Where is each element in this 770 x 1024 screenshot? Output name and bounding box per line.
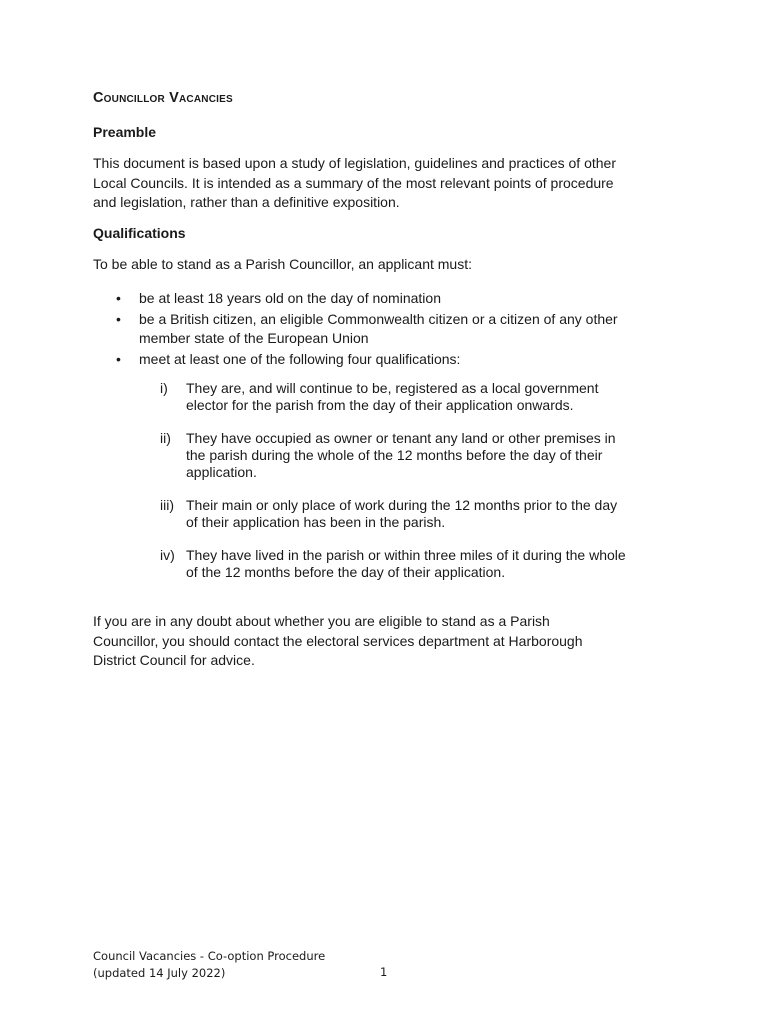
- page-footer: [93, 948, 403, 982]
- preamble-paragraph: [93, 154, 693, 213]
- bullet-icon: •: [116, 350, 121, 367]
- subitem-number: iv): [160, 547, 175, 563]
- qualifications-intro: To be able to stand as a Parish Councillor, an applicant must:: [93, 256, 472, 272]
- bullet-item: • be at least 18 years old on the day of nomination: [93, 289, 693, 309]
- footer-updated-date: (updated 14 July 2022): [93, 966, 226, 980]
- preamble-heading: Preamble: [93, 124, 157, 140]
- page-number: 1: [380, 965, 388, 979]
- closing-paragraph: If you are in any doubt about whether you are eligible to stand as a Parish Councillor, you should contact the electoral services department at Harborough District Council for advice.: [93, 613, 583, 668]
- subitem-number: iii): [160, 497, 174, 513]
- bullet-icon: •: [116, 290, 121, 306]
- subitem: iii) Their main or only place of work during the 12 months prior to the day of their application has been in the parish.: [160, 497, 618, 530]
- bullet-item: • be a British citizen, an eligible Commonwealth citizen or a citizen of any other member state of the European Union: [116, 310, 618, 346]
- bullet-icon: •: [116, 310, 121, 327]
- preamble-line: and legislation, rather than a definitive exposition.: [93, 194, 400, 210]
- preamble-line: Local Councils. It is intended as a summary of the most relevant points of procedure: [93, 174, 614, 191]
- document-title: Councillor Vacancies: [93, 90, 233, 106]
- subitem-number: ii): [160, 430, 171, 446]
- footer-title: Council Vacancies - Co-option Procedure: [93, 949, 326, 963]
- preamble-line: This document is based upon a study of legislation, guidelines and practices of other: [93, 155, 616, 171]
- subitem: i) They are, and will continue to be, registered as a local government elector for the parish from the day of their application onwards.: [160, 380, 599, 413]
- subitem: iv) They have lived in the parish or within three miles of it during the whole of the 12 months before the day of their application.: [160, 547, 626, 580]
- qualifications-heading: Qualifications: [93, 225, 186, 241]
- qualification-bullet-list: [93, 289, 693, 370]
- subitem-number: i): [160, 380, 168, 396]
- subitem: ii) They have occupied as owner or tenant any land or other premises in the parish during the whole of the 12 months before the day of their application.: [160, 430, 616, 480]
- bullet-item: • meet at least one of the following four qualifications:: [93, 350, 693, 370]
